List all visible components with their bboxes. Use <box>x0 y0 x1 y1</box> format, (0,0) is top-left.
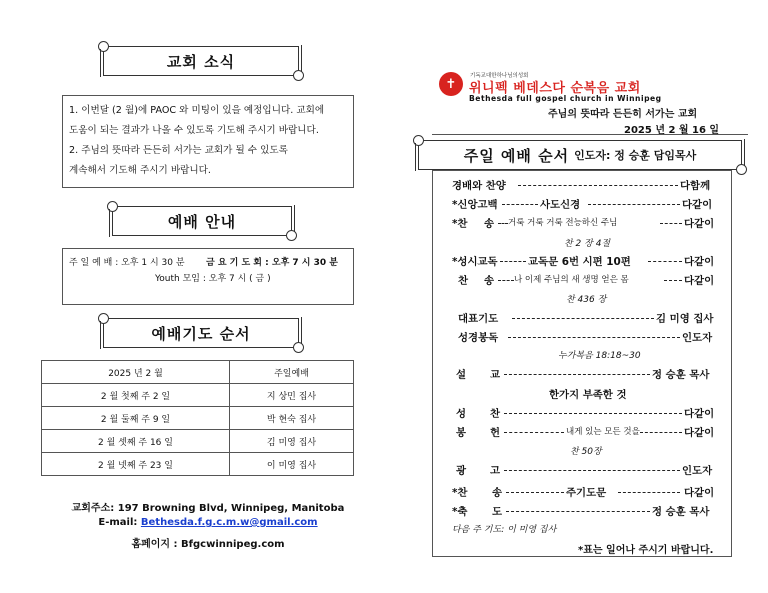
order-item-detail: 교독문 6번 시편 10편 <box>528 256 631 268</box>
table-row <box>42 384 354 407</box>
table-cell: 지 상민 집사 <box>230 384 354 407</box>
table-cell: 이 미영 집사 <box>230 453 354 476</box>
order-item-label: 찬 <box>458 275 469 287</box>
worship-title-banner <box>418 140 742 170</box>
order-item-label: 경배와 찬양 <box>452 180 506 192</box>
dotted-leader <box>502 204 538 205</box>
prayer-title: 예배기도 순서 <box>151 324 251 343</box>
dotted-leader <box>504 413 682 414</box>
order-item-person: 다같이 <box>682 199 713 211</box>
church-motto: 주님의 뜻따라 든든히 서가는 교회 <box>548 109 698 120</box>
denomination: 기독교대한하나님의성회 <box>470 73 529 79</box>
news-line: 1. 이번달 (2 월)에 PAOC 와 미팅이 있을 예정입니다. 교회에 <box>69 105 325 116</box>
table-cell: 김 미영 집사 <box>230 430 354 453</box>
order-item-person: 다같이 <box>684 487 715 499</box>
dotted-leader <box>640 432 682 433</box>
friday-prayer: 금 요 기 도 회 : 오후 7 시 30 분 <box>206 258 338 268</box>
dotted-leader <box>500 261 526 262</box>
table-cell: 주일예배 <box>230 361 354 384</box>
dotted-leader <box>648 261 682 262</box>
church-logo-icon: ✝ <box>439 72 463 96</box>
youth-meeting: Youth 모임 : 오후 7 시 ( 금 ) <box>155 274 271 284</box>
order-item-label: *찬 <box>452 487 468 499</box>
order-item-detail: 주기도문 <box>566 487 607 499</box>
dotted-leader <box>506 511 650 512</box>
table-row <box>42 361 354 384</box>
next-week-prayer: 다음 주 기도: 이 미영 집사 <box>452 525 557 535</box>
order-item-label: 고 <box>490 465 501 477</box>
prayer-title-banner <box>103 318 299 348</box>
order-item-person: 정 승훈 목사 <box>652 369 710 381</box>
order-item-person: 김 미영 집사 <box>656 313 714 325</box>
dotted-leader <box>518 185 678 186</box>
worship-leader: 인도자: 정 승훈 담임목사 <box>574 149 697 162</box>
order-item-label: *신앙고백 <box>452 199 498 211</box>
worship-title: 주일 예배 순서 <box>463 146 570 165</box>
table-row <box>42 407 354 430</box>
dotted-leader <box>618 492 680 493</box>
order-item-label: 대표기도 <box>458 313 499 325</box>
dotted-leader <box>504 432 564 433</box>
hymn-number: 찬 436 장 <box>566 295 607 305</box>
table-cell: 2 월 넷째 주 23 일 <box>42 453 230 476</box>
news-line: 2. 주님의 뜻따라 든든히 서가는 교회가 될 수 있도록 <box>69 145 288 156</box>
order-item-label: 성경봉독 <box>458 332 499 344</box>
divider <box>432 134 748 135</box>
order-item-label: 헌 <box>490 427 501 439</box>
order-item-label: 설 <box>456 369 467 381</box>
prayer-schedule-table <box>41 360 354 476</box>
service-info-box <box>62 248 354 305</box>
dotted-leader <box>660 223 682 224</box>
info-title: 예배 안내 <box>167 212 237 231</box>
dotted-leader <box>504 374 650 375</box>
sermon-title: 한가지 부족한 것 <box>549 389 627 401</box>
order-item-label: 봉 <box>456 427 467 439</box>
order-item-label: *성시교독 <box>452 256 498 268</box>
info-title-banner <box>112 206 292 236</box>
table-cell: 박 현숙 집사 <box>230 407 354 430</box>
dotted-leader <box>512 318 654 319</box>
table-row <box>42 453 354 476</box>
dotted-leader <box>504 470 680 471</box>
dotted-leader <box>588 204 680 205</box>
table-cell: 2 월 첫째 주 2 일 <box>42 384 230 407</box>
order-item-person: 인도자 <box>682 465 713 477</box>
order-item-label: 광 <box>456 465 467 477</box>
news-title: 교회 소식 <box>166 52 236 71</box>
church-name: 위니펙 베데스다 순복음 교회 <box>469 81 641 96</box>
standing-note: *표는 일어나 주시기 바랍니다. <box>578 545 714 556</box>
table-cell: 2 월 셋째 주 16 일 <box>42 430 230 453</box>
order-item-label: 송 <box>484 275 495 287</box>
dotted-leader <box>508 337 680 338</box>
hymn-number: 찬 2 장 4절 <box>564 239 611 249</box>
order-item-person: 정 승훈 목사 <box>652 506 710 518</box>
order-item-label: 송 <box>484 218 495 230</box>
church-english-name: Bethesda full gospel church in Winnipeg <box>469 94 662 103</box>
order-item-detail: 내게 있는 모든 것을 <box>566 427 640 437</box>
dotted-leader <box>498 280 514 281</box>
order-item-detail: 거룩 거룩 거룩 전능하신 주님 <box>508 218 618 228</box>
order-item-label: 성 <box>456 408 467 420</box>
scripture-reference: 누가복음 18:18~30 <box>558 351 641 361</box>
order-item-label: *찬 <box>452 218 468 230</box>
order-item-person: 인도자 <box>682 332 713 344</box>
news-title-banner <box>103 46 299 76</box>
order-item-label: *축 <box>452 506 468 518</box>
order-item-person: 다같이 <box>684 275 715 287</box>
dotted-leader <box>506 492 564 493</box>
order-item-person: 다같이 <box>684 218 715 230</box>
sunday-service: 주 일 예 배 : 오후 1 시 30 분 <box>69 258 185 268</box>
church-address: 교회주소: 197 Browning Blvd, Winnipeg, Manitoba <box>71 503 345 514</box>
order-item-person: 다함께 <box>680 180 711 192</box>
dotted-leader <box>664 280 682 281</box>
order-item-label: 교 <box>490 369 501 381</box>
news-line: 계속해서 기도해 주시기 바랍니다. <box>69 165 211 176</box>
email-label: E-mail: <box>98 517 141 528</box>
order-item-person: 다같이 <box>684 427 715 439</box>
order-item-label: 송 <box>492 487 503 499</box>
email-line <box>62 517 354 528</box>
dotted-leader <box>498 223 508 224</box>
order-item-label: 찬 <box>490 408 501 420</box>
order-item-detail: 사도신경 <box>540 199 581 211</box>
order-item-label: 도 <box>492 506 503 518</box>
news-line: 도움이 되는 결과가 나올 수 있도록 기도해 주시기 바랍니다. <box>69 125 319 136</box>
order-item-person: 다같이 <box>684 408 715 420</box>
order-item-person: 다같이 <box>684 256 715 268</box>
table-row <box>42 430 354 453</box>
table-cell: 2025 년 2 월 <box>42 361 230 384</box>
order-item-detail: 나 이제 주님의 새 생명 얻은 몸 <box>514 275 629 285</box>
email-link[interactable]: Bethesda.f.g.c.m.w@gmail.com <box>140 517 318 528</box>
table-cell: 2 월 둘째 주 9 일 <box>42 407 230 430</box>
bulletin-date: 2025 년 2 월 16 일 <box>624 125 720 136</box>
hymn-number: 찬 50장 <box>570 447 602 457</box>
news-box <box>62 95 354 188</box>
homepage: 홈페이지 : Bfgcwinnipeg.com <box>131 539 285 550</box>
